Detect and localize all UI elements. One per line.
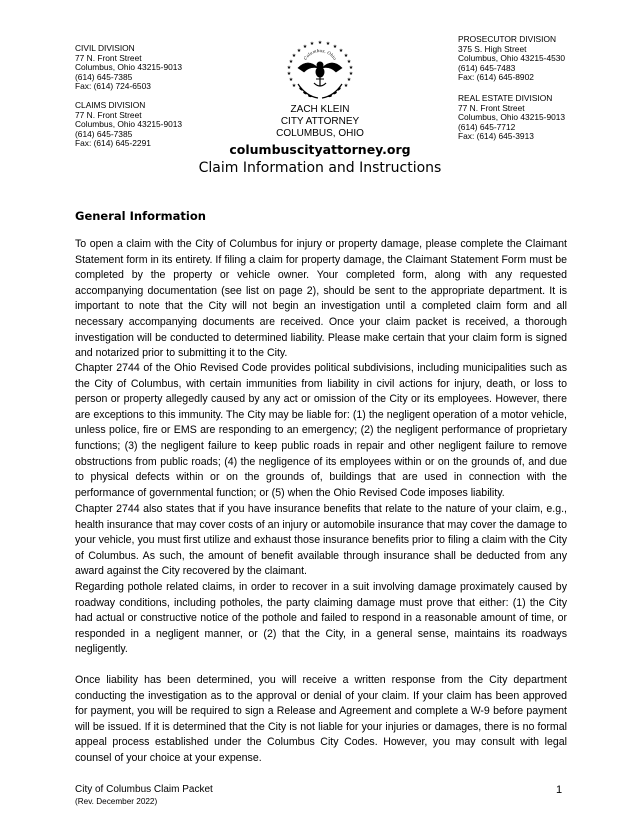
attorney-name: ZACH KLEIN: [290, 104, 350, 115]
svg-text:★: ★: [346, 59, 352, 65]
svg-text:★: ★: [325, 41, 331, 47]
section-heading: General Information: [75, 209, 206, 223]
svg-text:★: ★: [288, 59, 294, 65]
prosecutor-division-title: PROSECUTOR DIVISION: [458, 34, 557, 44]
prosecutor-division-fax: Fax: (614) 645-8902: [458, 72, 534, 83]
city-of-columbus-seal-icon: [284, 38, 356, 104]
claims-division-city: Columbus, Ohio 43215-9013: [75, 119, 183, 130]
prosecutor-division-street: 375 S. High Street: [458, 43, 527, 54]
civil-division-phone: (614) 645-7385: [75, 71, 133, 82]
real-estate-division-street: 77 N. Front Street: [458, 102, 525, 113]
document-title: Claim Information and Instructions: [198, 160, 442, 176]
civil-division-address: [75, 44, 182, 92]
attorney-block: [240, 104, 400, 140]
attorney-title: CITY ATTORNEY: [280, 116, 360, 127]
civil-division-title: CIVIL DIVISION: [75, 43, 135, 53]
svg-text:★: ★: [317, 40, 323, 46]
prosecutor-division-address: [458, 35, 565, 83]
svg-text:★: ★: [288, 77, 294, 83]
paragraph-insurance-benefits: Chapter 2744 also states that if you have insurance benefits that relate to the nature of your claim, e.g., health insurance that may cover costs of an injury or automobile insurance that may cover the damage to your vehicle, you must first utilize and exhaust those insurance benefits prior to filing a claim with the City of Columbus. As such, the amount of benefit available through insurance shall be deducted from any award against the City recovered by the claimant.: [75, 503, 567, 578]
page-number: 1: [556, 784, 563, 796]
prosecutor-division-phone: (614) 645-7483: [458, 62, 516, 73]
svg-text:★: ★: [343, 53, 349, 59]
real-estate-division-city: Columbus, Ohio 43215-9013: [458, 112, 566, 123]
real-estate-division-phone: (614) 645-7712: [458, 121, 516, 132]
svg-text:★: ★: [296, 48, 302, 54]
svg-text:★: ★: [346, 77, 352, 83]
website-link[interactable]: columbuscityattorney.org: [229, 142, 411, 157]
footer-packet-name: City of Columbus Claim Packet: [75, 784, 213, 795]
real-estate-division-fax: Fax: (614) 645-3913: [458, 131, 534, 142]
claims-division-fax: Fax: (614) 645-2291: [75, 138, 151, 149]
claims-division-phone: (614) 645-7385: [75, 128, 133, 139]
civil-division-fax: Fax: (614) 724-6503: [75, 81, 151, 92]
svg-text:★: ★: [348, 65, 354, 71]
svg-text:Columbus, Ohio: Columbus, Ohio: [302, 47, 338, 61]
paragraph-claim-process: To open a claim with the City of Columbus for injury or property damage, please complete the Claimant Statement form in its entirety. If filing a claim for property damage, the Claimant Statement Form must be completed by the property or vehicle owner. Your completed form, along with any requested accompanying documentation (see list on page 2), should be sent to the appropriate department. It is important to note that the City will not begin an investigation until a completed claim form and all necessary accompanying documents are received. Once your claim packet is received, a thorough investigation will be conducted to determined liability. Please make certain that your claim form is signed and notarized prior to submitting it to the City.: [75, 238, 567, 360]
civil-division-street: 77 N. Front Street: [75, 52, 142, 63]
svg-text:★: ★: [291, 53, 297, 59]
prosecutor-division-city: Columbus, Ohio 43215-4530: [458, 53, 566, 64]
paragraph-chapter-2744-immunity: Chapter 2744 of the Ohio Revised Code provides political subdivisions, including municipalities such as the City of Columbus, with certain immunities from liability in civil actions for injury, death, or loss to person or property allegedly caused by any act or omission of the City or its employees. However, there are exceptions to this immunity. The City may be liable for: (1) the negligent operation of a motor vehicle, unless police, fire or EMS are responding to an emergency; (2) the negligent performance of proprietary functions; (3) the negligent failure to keep public roads in repair and other negligent failure to remove obstructions from public roads; (4) the negligence of its employees within or on the grounds of, and due to physical defects within or on the grounds of, buildings that are used in connection with the performance of governmental function; or (5) when the Ohio Revised Code imposes liability.: [75, 362, 567, 499]
svg-text:★: ★: [332, 44, 338, 50]
claims-division-street: 77 N. Front Street: [75, 109, 142, 120]
svg-text:★: ★: [286, 65, 292, 71]
attorney-location: COLUMBUS, OHIO: [276, 128, 364, 139]
svg-text:★: ★: [286, 71, 292, 77]
svg-text:★: ★: [338, 48, 344, 54]
civil-division-city: Columbus, Ohio 43215-9013: [75, 62, 183, 73]
claims-division-title: CLAIMS DIVISION: [75, 100, 146, 110]
real-estate-division-title: REAL ESTATE DIVISION: [458, 93, 553, 103]
svg-text:★: ★: [309, 41, 315, 47]
svg-text:★: ★: [348, 71, 354, 77]
paragraph-pothole-claims: Regarding pothole related claims, in order to recover in a suit involving damage proximately caused by roadway conditions, including potholes, the party claiming damage must prove that either: (1) the City had actual or constructive notice of the pothole and failed to respond in a reasonable amount of time, or responded in a negligent manner, or (2) that the City, in a general sense, maintains its roadways negligently.: [75, 581, 567, 656]
svg-text:★: ★: [302, 44, 308, 50]
footer-revision: (Rev. December 2022): [75, 797, 158, 806]
paragraph-liability-determination: Once liability has been determined, you will receive a written response from the City department conducting the investigation as to the approval or denial of your claim. If your claim has been approved for payment, you will be required to sign a Release and Agreement and complete a W-9 before payment will be issued. If it is determined that the City is not liable for your injuries or damages, there is no formal appeal process established under the Columbus City Codes. However, you may consult with legal counsel of your choice at your expense.: [75, 674, 567, 764]
real-estate-division-address: [458, 94, 565, 142]
svg-text:★: ★: [291, 83, 297, 89]
svg-text:★: ★: [343, 83, 349, 89]
